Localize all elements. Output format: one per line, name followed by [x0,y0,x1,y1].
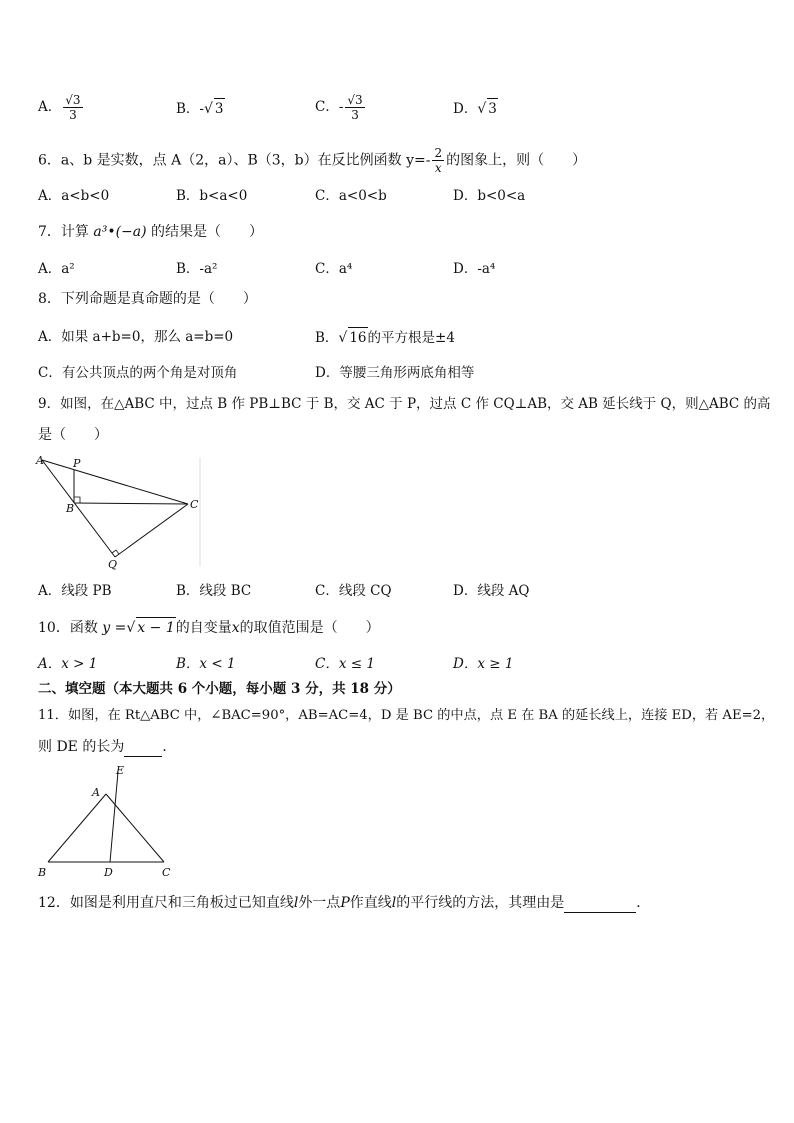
label-q: Q [108,558,118,570]
q11-stem-line1: 11．如图，在 Rt△ABC 中，∠BAC=90°，AB=AC=4，D 是 BC 的中点，点 E 在 BA 的延长线上，连接 ED，若 AE=2， [38,708,775,723]
label-c: C [190,498,199,511]
q5-option-a[interactable] [38,93,85,122]
q9-option-a[interactable]: A．线段 PB [38,583,112,599]
q9-option-c[interactable]: C．线段 CQ [315,583,392,599]
q6-option-a[interactable]: A．a<b<0 [38,188,110,204]
answer-blank[interactable] [124,756,162,757]
label-a: A [92,786,100,799]
q8-option-c[interactable]: C．有公共顶点的两个角是对顶角 [38,365,238,381]
label-e: E [116,764,125,777]
segment-ed [110,772,118,862]
right-angle-mark-b [74,497,80,503]
q9-option-d[interactable]: D．线段 AQ [453,583,530,599]
segment-ab [48,794,106,862]
option-letter: A． [38,99,62,115]
section-heading: 二、填空题（本大题共 6 个小题，每小题 3 分，共 18 分） [38,681,401,697]
label-p: P [73,457,81,470]
option-letter: B． [176,101,200,117]
segment-ac [42,460,188,504]
q10-option-c[interactable]: C．x ≤ 1 [315,656,375,672]
label-b: B [38,866,47,879]
q7-option-c[interactable]: C．a⁴ [315,261,353,277]
q7-option-b[interactable]: B．-a² [176,261,218,277]
sqrt-radicand: x − 1 [136,617,175,638]
q6-option-d[interactable]: D．b<0<a [453,188,526,204]
q8-option-d[interactable]: D．等腰三角形两底角相等 [315,365,475,381]
label-b: B [66,502,75,515]
segment-aq [42,460,115,557]
q6-option-c[interactable]: C．a<0<b [315,188,387,204]
q7-stem: 7．计算 a³•(−a) 的结果是（ ） [38,224,264,240]
q10-option-a[interactable]: A．x > 1 [38,656,98,672]
q7-option-a[interactable]: A．a² [38,261,75,277]
q9-stem-line1: 9．如图，在△ABC 中，过点 B 作 PB⊥BC 于 B，交 AC 于 P，过点 C 作 CQ⊥AB，交 AB 延长线于 Q，则△ABC 的高 [38,396,771,412]
label-d: D [104,866,113,879]
q11-triangle-figure [34,762,184,882]
math-expression: a³•(−a) [93,224,147,240]
q5-option-b[interactable]: B．-√ 3 [176,98,225,119]
label-c: C [162,866,171,879]
q8-option-b[interactable]: B．√ 16的平方根是±4 [315,327,455,348]
fraction: $\frac{2}{x}$ [434,146,443,175]
q10-option-d[interactable]: D．x ≥ 1 [453,656,514,672]
q7-option-d[interactable]: D．-a⁴ [453,261,496,277]
segment-qc [115,504,188,557]
q12-stem: 12．如图是利用直尺和三角板过已知直线l外一点P作直线l的平行线的方法，其理由是 ． [38,895,651,911]
q9-option-b[interactable]: B．线段 BC [176,583,252,599]
option-letter: D． [453,101,478,117]
q9-triangle-figure [30,450,210,570]
option-letter: C． [315,99,339,115]
q10-stem: 10．函数 y =√ x − 1的自变量x的取值范围是（ ） [38,617,380,638]
q10-option-b[interactable]: B．x < 1 [176,656,236,672]
q5-option-d[interactable]: D．√ 3 [453,98,498,119]
answer-blank[interactable] [564,912,636,913]
sqrt-radicand: 16 [348,327,367,348]
sqrt-radicand: 3 [214,98,225,119]
q9-stem-line2: 是（ ） [38,427,108,443]
q6-stem: 6．a、b 是实数，点 A（2，a）、B（3，b）在反比例函数 y=- $\frac{2}{x}$ 的图象上，则（ ） [38,146,587,175]
sqrt-radicand: 3 [487,98,498,119]
fraction: $\frac{√3}{3}$ [65,93,81,122]
q8-option-a[interactable]: A．如果 a+b=0，那么 a=b=0 [38,329,234,345]
segment-bc [74,503,188,504]
right-angle-mark-q [112,550,119,554]
label-a: A [36,454,44,467]
q6-option-b[interactable]: B．b<a<0 [176,188,248,204]
fraction: $\frac{√3}{3}$ [347,93,363,122]
q8-stem: 8．下列命题是真命题的是（ ） [38,291,257,307]
q5-option-c[interactable]: C．- $\frac{√3}{3}$ [315,93,363,122]
q11-stem-line2: 则 DE 的长为 ． [38,739,177,755]
